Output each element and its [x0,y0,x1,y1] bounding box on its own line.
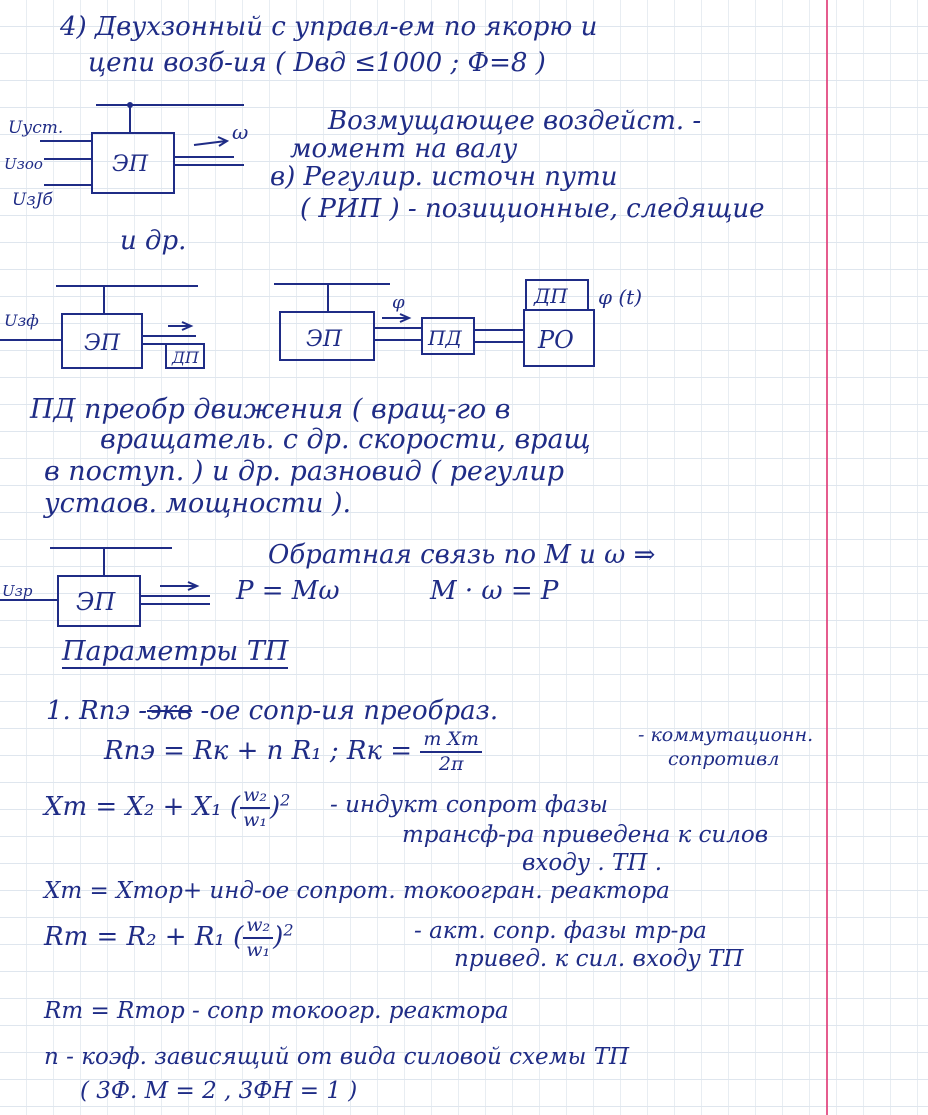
rpe-formula-left: Rпэ = Rк + n R₁ ; Rк = [104,736,413,766]
header-line-2: цепи возб-ия ( Dвд ≤1000 ; Ф=8 ) [88,48,546,78]
params-title: Параметры ТП [62,636,289,667]
diagram-1-output-label: ω [232,120,249,144]
diagram-3 [270,274,690,384]
xt-formula-left: Xт = X₂ + X₁ [44,792,222,822]
rpe-note-1: - коммутационн. [638,724,814,746]
note1-line-1: Возмущающее воздейст. - [328,106,702,136]
rpe-formula [104,730,482,774]
rt-ratio-numerator: w₂ [243,916,273,939]
n-coefficient-line: n - коэф. зависящий от вида силовой схемы ТП [44,1044,630,1070]
rk-fraction [420,730,482,774]
rt-ratio [243,916,273,960]
diagram-2 [0,280,220,380]
diagram-2-input: Uзф [4,311,39,330]
diagram-3-block-1: ЭП [306,327,343,352]
note1-line-3: в) Регулир. источн пути [270,162,618,192]
diagram-1-input-3: UзJб [12,190,53,210]
diagram-4-block-label: ЭП [76,588,116,616]
params-item-1 [46,698,498,724]
xt-ratio-numerator: w₂ [240,786,270,809]
note1-line-4: ( РИП ) - позиционные, следящие [300,194,765,224]
rt-line-2: Rт = Rтор - сопр токоогр. реактора [44,998,509,1024]
xt-note-2: трансф-ра приведена к силов [402,822,769,848]
margin-line [826,0,828,1115]
diagram-1-block-label: ЭП [112,152,149,177]
xt-line-2: Xт = Xтор+ инд-ое сопрот. токоогран. реактора [44,878,670,904]
rpe-note-2: сопротивл [668,748,780,770]
params-item-1-struck: экв [147,696,193,726]
n-coefficient-values: ( 3Ф. М = 2 , 3ФН = 1 ) [80,1078,358,1104]
rk-denominator: 2π [438,753,464,775]
xt-ratio [240,786,270,830]
diagram-3-phi: φ [392,292,405,313]
diagram-2-block-label: ЭП [84,331,121,356]
diagram-1-input-1: Uуст. [8,118,64,138]
pd-line-1: ПД преобр движения ( вращ-го в [30,394,511,425]
rt-note-1: - акт. сопр. фазы тр-ра [414,918,707,944]
note1-line-5: и др. [120,226,187,256]
diagram-4 [0,540,240,630]
diagram-3-block-4: РО [538,326,574,354]
rt-note-2: привед. к сил. входу ТП [454,946,744,972]
diagram-1-input-2: Uзоо [4,155,43,173]
params-item-1-prefix: 1. Rпэ - [46,696,148,726]
pd-line-3: в поступ. ) и др. разновид ( регулир [44,456,565,487]
note1-line-2: момент на валу [290,134,518,164]
diagram-4-caption: Обратная связь по M и ω ⇒ [268,540,656,570]
xt-note-3: входу . ТП . [522,850,663,876]
diagram-4-input: Uзр [2,582,33,600]
rt-ratio-denominator: w₁ [246,939,271,961]
params-item-1-text: -ое сопр-ия преобраз. [192,696,499,726]
rt-formula-left: Rт = R₂ + R₁ [44,922,225,952]
xt-note-1: - индукт сопрот фазы [330,792,609,818]
diagram-2-sensor-label: ДП [172,348,199,367]
pd-line-2: вращатель. с др. скорости, вращ [100,424,591,455]
diagram-3-phi-label: φ (t) [598,285,643,309]
diagram-3-block-3: ДП [534,284,568,308]
diagram-1 [0,95,260,215]
pd-line-4: устаов. мощности ). [44,488,352,519]
xt-formula: Xт = X₂ + X₁ ( $\frac{\text{w₂}}{\text{w₁}}$ )$^2$ [44,784,291,831]
diagram-4-equation-2: M · ω = P [430,576,559,606]
header-line-1: 4) Двухзонный с управл-ем по якорю и [60,12,598,42]
xt-ratio-denominator: w₁ [243,809,267,831]
rk-numerator: m Xт [420,730,482,753]
diagram-4-equation-1: P = Mω [236,576,340,606]
diagram-3-block-2: ПД [428,326,462,350]
rt-formula: Rт = R₂ + R₁ ( $\frac{\text{w₂}}{\text{w₁}}$ )$^2$ [44,914,294,961]
